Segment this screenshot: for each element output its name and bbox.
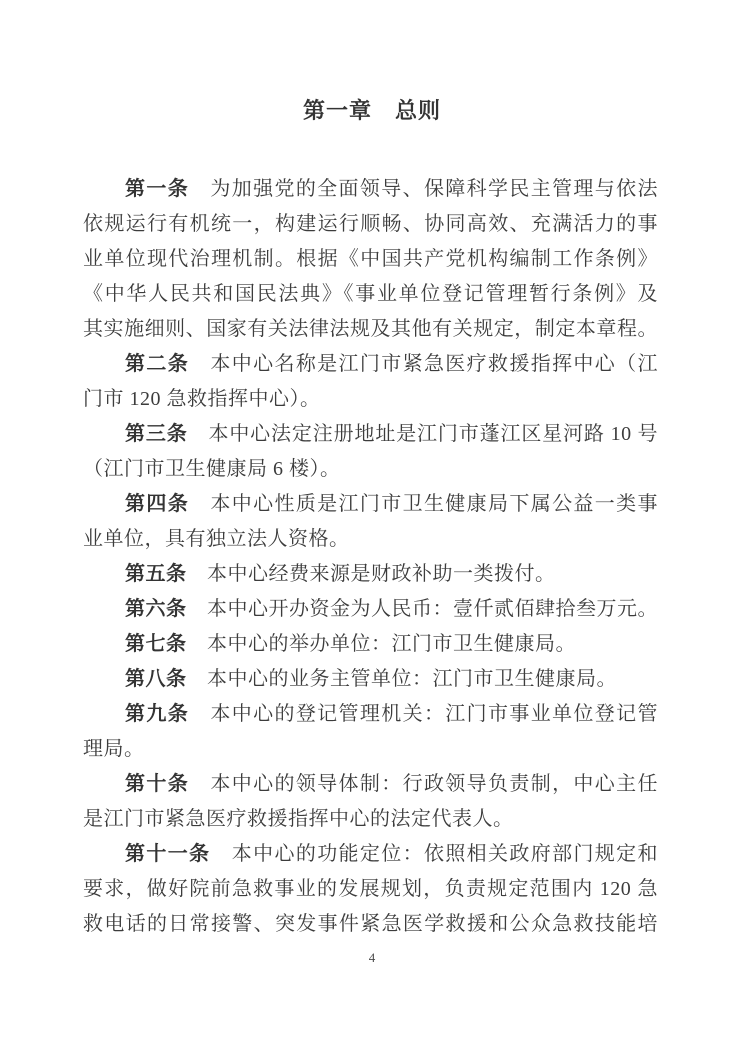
article-text: 要求，做好院前急救事业的发展规划，负责规定范围内 120 急: [83, 878, 658, 900]
article-text: 本中心开办资金为人民币：壹仟贰佰肆拾叁万元。: [186, 598, 658, 620]
text-line: [83, 207, 658, 242]
text-line: [83, 662, 658, 697]
text-line: [83, 592, 658, 627]
article-text: 本中心经费来源是财政补助一类拨付。: [186, 563, 556, 585]
article-number: 第十条: [125, 773, 190, 795]
article-text: 本中心法定注册地址是江门市蓬江区星河路 10 号: [187, 423, 659, 445]
text-line: [83, 767, 658, 802]
text-line: [83, 277, 658, 312]
article-number: 第十一条: [125, 843, 211, 865]
article-text: 《中华人民共和国民法典》《事业单位登记管理暂行条例》及: [83, 283, 658, 305]
article-text: 本中心的功能定位：依照相关政府部门规定和: [210, 843, 659, 865]
text-line: [83, 872, 658, 907]
article-text: 本中心名称是江门市紧急医疗救援指挥中心（江: [189, 353, 658, 375]
document-body: [0, 172, 744, 942]
article-number: 第四条: [125, 493, 190, 515]
text-line: [83, 627, 658, 662]
chapter-title: 第一章 总则: [302, 98, 441, 123]
article-text: 本中心的领导体制：行政领导负责制，中心主任: [189, 773, 658, 795]
article-text: 依规运行有机统一，构建运行顺畅、协同高效、充满活力的事: [83, 213, 658, 235]
text-line: [83, 347, 658, 382]
article-text: 业单位，具有独立法人资格。: [83, 528, 350, 550]
article-number: 第二条: [125, 353, 190, 375]
article-number: 第七条: [125, 633, 187, 655]
article-text: 其实施细则、国家有关法律法规及其他有关规定，制定本章程。: [83, 318, 658, 340]
text-line: [83, 802, 658, 837]
text-line: [83, 487, 658, 522]
article-number: 第九条: [125, 703, 190, 725]
article-text: 本中心的业务主管单位：江门市卫生健康局。: [186, 668, 617, 690]
text-line: [83, 907, 658, 942]
article-number: 第八条: [125, 668, 187, 690]
text-line: [83, 242, 658, 277]
article-text: 本中心的登记管理机关：江门市事业单位登记管: [189, 703, 658, 725]
article-text: 业单位现代治理机制。根据《中国共产党机构编制工作条例》: [83, 248, 658, 270]
text-line: [83, 312, 658, 347]
text-line: [83, 522, 658, 557]
text-line: [83, 837, 658, 872]
page-number: 4: [368, 950, 376, 965]
article-text: （江门市卫生健康局 6 楼）。: [83, 458, 341, 480]
article-number: 第三条: [125, 423, 188, 445]
article-number: 第五条: [125, 563, 187, 585]
article-text: 本中心的举办单位：江门市卫生健康局。: [186, 633, 576, 655]
text-line: [83, 417, 658, 452]
article-text: 救电话的日常接警、突发事件紧急医学救援和公众急救技能培: [83, 913, 658, 935]
article-text: 理局。: [83, 738, 145, 760]
article-text: 是江门市紧急医疗救援指挥中心的法定代表人。: [83, 808, 514, 830]
text-line: [83, 172, 658, 207]
text-line: [83, 557, 658, 592]
text-line: [83, 382, 658, 417]
text-line: [83, 452, 658, 487]
article-text: 为加强党的全面领导、保障科学民主管理与依法: [189, 178, 658, 200]
article-number: 第一条: [125, 178, 190, 200]
text-line: [83, 697, 658, 732]
article-text: 本中心性质是江门市卫生健康局下属公益一类事: [189, 493, 658, 515]
text-line: [83, 732, 658, 767]
article-number: 第六条: [125, 598, 187, 620]
article-text: 门市 120 急救指挥中心）。: [83, 388, 321, 410]
